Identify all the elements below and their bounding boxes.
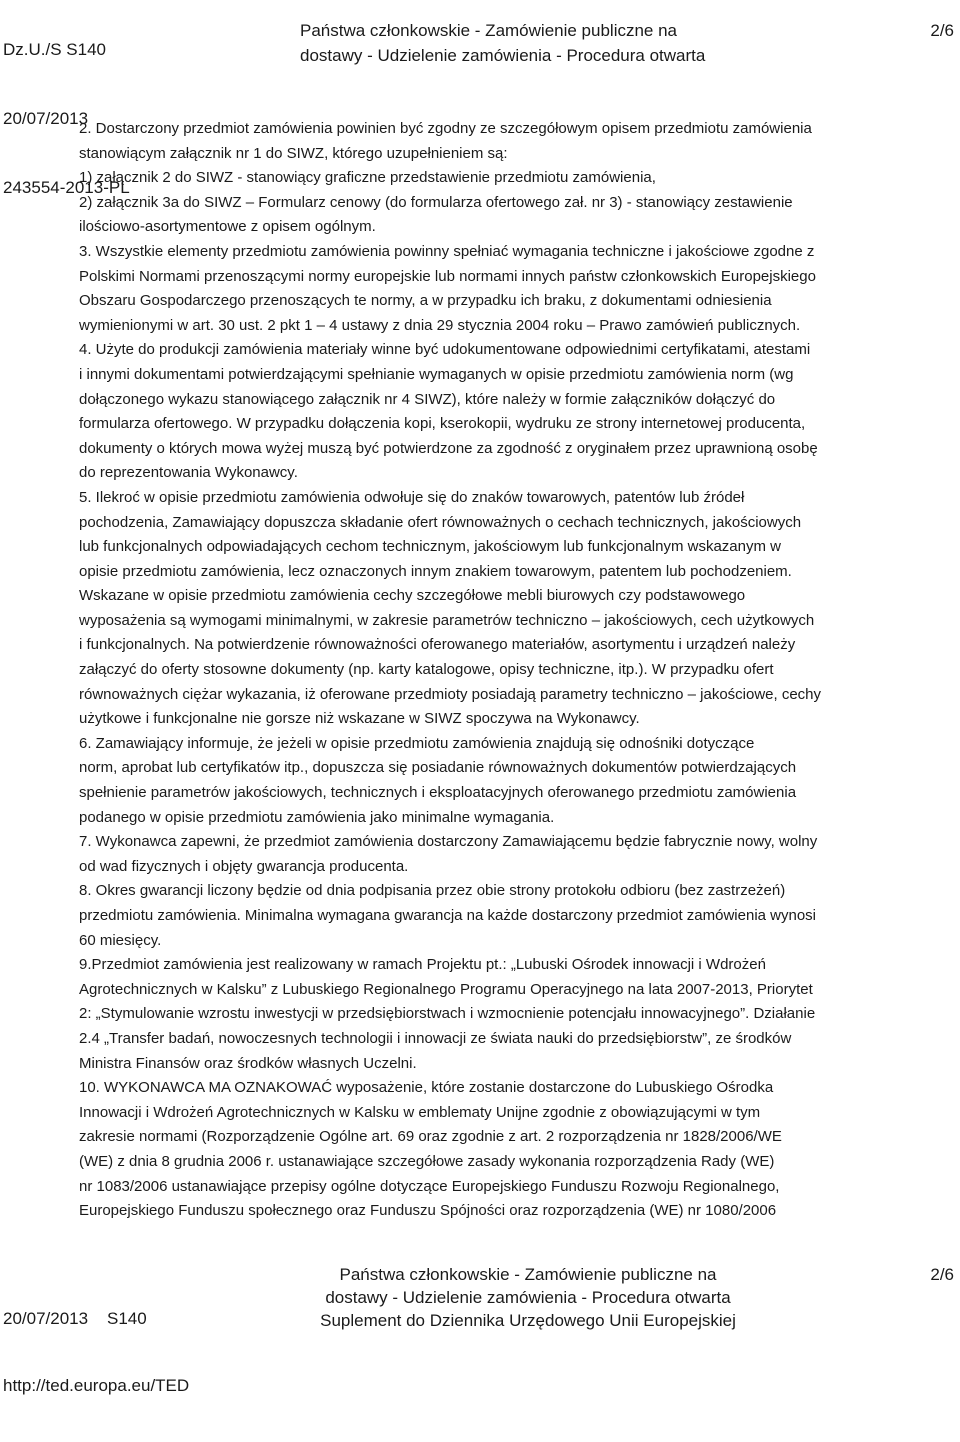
footer-title-line-1: Państwa członkowskie - Zamówienie publiczne na [339,1265,717,1284]
text-line: wymienionymi w art. 30 ust. 2 pkt 1 – 4 ustawy z dnia 29 stycznia 2004 roku – Prawo zamówień publicznych. [79,316,801,334]
paragraph-4 [79,338,949,486]
text-line: opisie przedmiotu zamówienia, lecz oznaczonych innym znakiem towarowym, patentem lub pochodzeniem. [79,562,792,580]
text-line: Agrotechnicznych w Kalsku” z Lubuskiego Regionalnego Programu Operacyjnego na lata 2007-2013, Priorytet [79,980,813,998]
paragraph-2 [79,117,949,240]
page-footer [0,1264,960,1395]
text-line: 8. Okres gwarancji liczony będzie od dnia podpisania przez obie strony protokołu odbioru (bez zastrzeżeń) [79,882,786,900]
text-line: Polskimi Normami przenoszącymi normy europejskie lub normami innych państw członkowskich Europejskiego [79,267,816,285]
footer-url: http://ted.europa.eu/TED [3,1376,190,1395]
header-page-number: 2/6 [930,21,954,40]
text-line: Wskazane w opisie przedmiotu zamówienia cechy szczegółowe mebli biurowych czy podstawowego [79,587,746,605]
text-line: lub funkcjonalnych odpowiadających cechom technicznym, jakościowym lub funkcjonalnym wskazanym w [79,538,781,556]
text-line: spełnienie parametrów jakościowych, technicznych i eksploatacyjnych oferowanego przedmiotu zamówienia [79,784,797,802]
footer-center [300,1264,756,1333]
text-line: 3. Wszystkie elementy przedmiotu zamówienia powinny spełniać wymagania techniczne i jakościowe zgodne z [79,242,815,260]
paragraph-3 [79,240,949,338]
text-line: i funkcjonalnych. Na potwierdzenie równoważności oferowanego materiałów, asortymentu i urządzeń należy [79,636,796,654]
footer-date-series: 20/07/2013 S140 [3,1309,147,1328]
text-line: pochodzenia, Zamawiający dopuszcza składanie ofert równoważnych o cechach technicznych, jakościowych [79,513,802,531]
text-line: 2.4 „Transfer badań, nowoczesnych technologii i innowacji ze świata nauki do przedsiębiorstw”, ze środków [79,1029,792,1047]
text-line: wyposażenia są wymogami minimalnymi, w zakresie parametrów techniczno – jakościowych, cech użytkowych [79,611,815,629]
text-line: stanowiącym załącznik nr 1 do SIWZ, którego uzupełnieniem są: [79,144,508,162]
text-line: norm, aprobat lub certyfikatów itp., dopuszcza się posiadanie równoważnych dokumentów potwierdzających [79,759,797,777]
text-line: podanego w opisie przedmiotu zamówienia jako minimalne wymagania. [79,808,555,826]
paragraph-10 [79,1076,949,1224]
header-date: 20/07/2013 [3,109,89,128]
header-title-line-2: dostawy - Udzielenie zamówienia - Procedura otwarta [300,46,706,65]
footer-supplement: Suplement do Dziennika Urzędowego Unii Europejskiej [320,1311,736,1330]
text-line: formularza ofertowego. W przypadku dołączenia kopi, kserokopii, wydruku ze strony internetowej producenta, [79,415,806,433]
text-line: Innowacji i Wdrożeń Agrotechnicznych w Kalsku w emblematy Unijne zgodnie z obowiązującymi w tym [79,1103,761,1121]
text-line: 60 miesięcy. [79,931,162,949]
text-line: 4. Użyte do produkcji zamówienia materiały winne być udokumentowane odpowiednimi certyfikatami, atestami [79,341,811,359]
paragraph-8 [79,879,949,953]
text-line: Ministra Finansów oraz środków własnych Uczelni. [79,1054,417,1072]
header-title-line-1: Państwa członkowskie - Zamówienie publiczne na [300,21,678,40]
text-line: Europejskiego Funduszu społecznego oraz Funduszu Spójności oraz rozporządzenia (WE) nr 1080/2006 [79,1202,777,1220]
text-line: dołączonego wykazu stanowiącego załącznik nr 4 SIWZ), które należy w formie załączników dołączyć do [79,390,776,408]
paragraph-7 [79,830,949,879]
text-line: dokumenty o których mowa wyżej muszą być potwierdzone za zgodność z oryginałem przez uprawnioną osobę [79,439,818,457]
paragraph-5 [79,486,949,732]
text-line: 2) załącznik 3a do SIWZ – Formularz cenowy (do formularza ofertowego zał. nr 3) - stanowiący zestawienie [79,193,793,211]
paragraph-6 [79,732,949,830]
text-line: użytkowe i funkcjonalne nie gorsze niż wskazane w SIWZ spoczywa na Wykonawcy. [79,710,640,728]
text-line: Obszaru Gospodarczego przenoszących te normy, a w przypadku ich braku, z dokumentami odniesienia [79,292,772,310]
footer-title-line-2: dostawy - Udzielenie zamówienia - Procedura otwarta [325,1288,731,1307]
text-line: załączyć do oferty stosowne dokumenty (np. karty katalogowe, opisy techniczne, itp.). W przypadku ofert [79,661,774,679]
text-line: 2. Dostarczony przedmiot zamówienia powinien być zgodny ze szczegółowym opisem przedmiotu zamówienia [79,120,812,137]
journal-reference: Dz.U./S S140 [3,40,106,59]
text-line: 9.Przedmiot zamówienia jest realizowany w ramach Projektu pt.: „Lubuski Ośrodek innowacji i Wdrożeń [79,956,766,974]
footer-left [3,1264,189,1442]
document-body [79,117,949,1224]
text-line: od wad fizycznych i objęty gwarancja producenta. [79,857,409,875]
text-line: zakresie normami (Rozporządzenie Ogólne art. 69 oraz zgodnie z art. 2 rozporządzenia nr 1828/2006/WE [79,1128,782,1146]
header-center [300,20,706,70]
paragraph-9 [79,953,949,1076]
text-line: nr 1083/2006 ustanawiające przepisy ogólne dotyczące Europejskiego Funduszu Rozwoju Regionalnego, [79,1177,780,1195]
text-line: równoważnych ciężar wykazania, iż oferowane przedmioty posiadają parametry techniczno – jakościowe, cechy [79,685,822,703]
footer-page-number: 2/6 [930,1265,954,1284]
text-line: ilościowo-asortymentowe z opisem ogólnym. [79,218,376,236]
text-line: 5. Ilekroć w opisie przedmiotu zamówienia odwołuje się do znaków towarowych, patentów lub źródeł [79,488,745,506]
notice-number: 243554-2013-PL [3,178,130,197]
text-line: 1) załącznik 2 do SIWZ - stanowiący graficzne przedstawienie przedmiotu zamówienia, [79,169,656,187]
text-line: (WE) z dnia 8 grudnia 2006 r. ustanawiające szczegółowe zasady wykonania rozporządzenia Rady (WE) [79,1152,775,1170]
text-line: 2: „Stymulowanie wzrostu inwestycji w przedsiębiorstwach i wzmocnienie potencjału innowacyjnego”. Działanie [79,1005,816,1023]
text-line: i innymi dokumentami potwierdzającymi spełnianie wymaganych w opisie przedmiotu zamówienia norm (wg [79,365,794,383]
text-line: 10. WYKONAWCA MA OZNAKOWAĆ wyposażenie, które zostanie dostarczone do Lubuskiego Ośrodka [79,1079,774,1097]
text-line: 7. Wykonawca zapewni, że przedmiot zamówienia dostarczony Zamawiającemu będzie fabrycznie nowy, wolny [79,833,818,851]
text-line: przedmiotu zamówienia. Minimalna wymagana gwarancja na każde dostarczony przedmiot zamówienia wynosi [79,907,817,924]
text-line: 6. Zamawiający informuje, że jeżeli w opisie przedmiotu zamówienia znajdują się odnośniki dotyczące [79,734,755,752]
text-line: do reprezentowania Wykonawcy. [79,464,298,482]
